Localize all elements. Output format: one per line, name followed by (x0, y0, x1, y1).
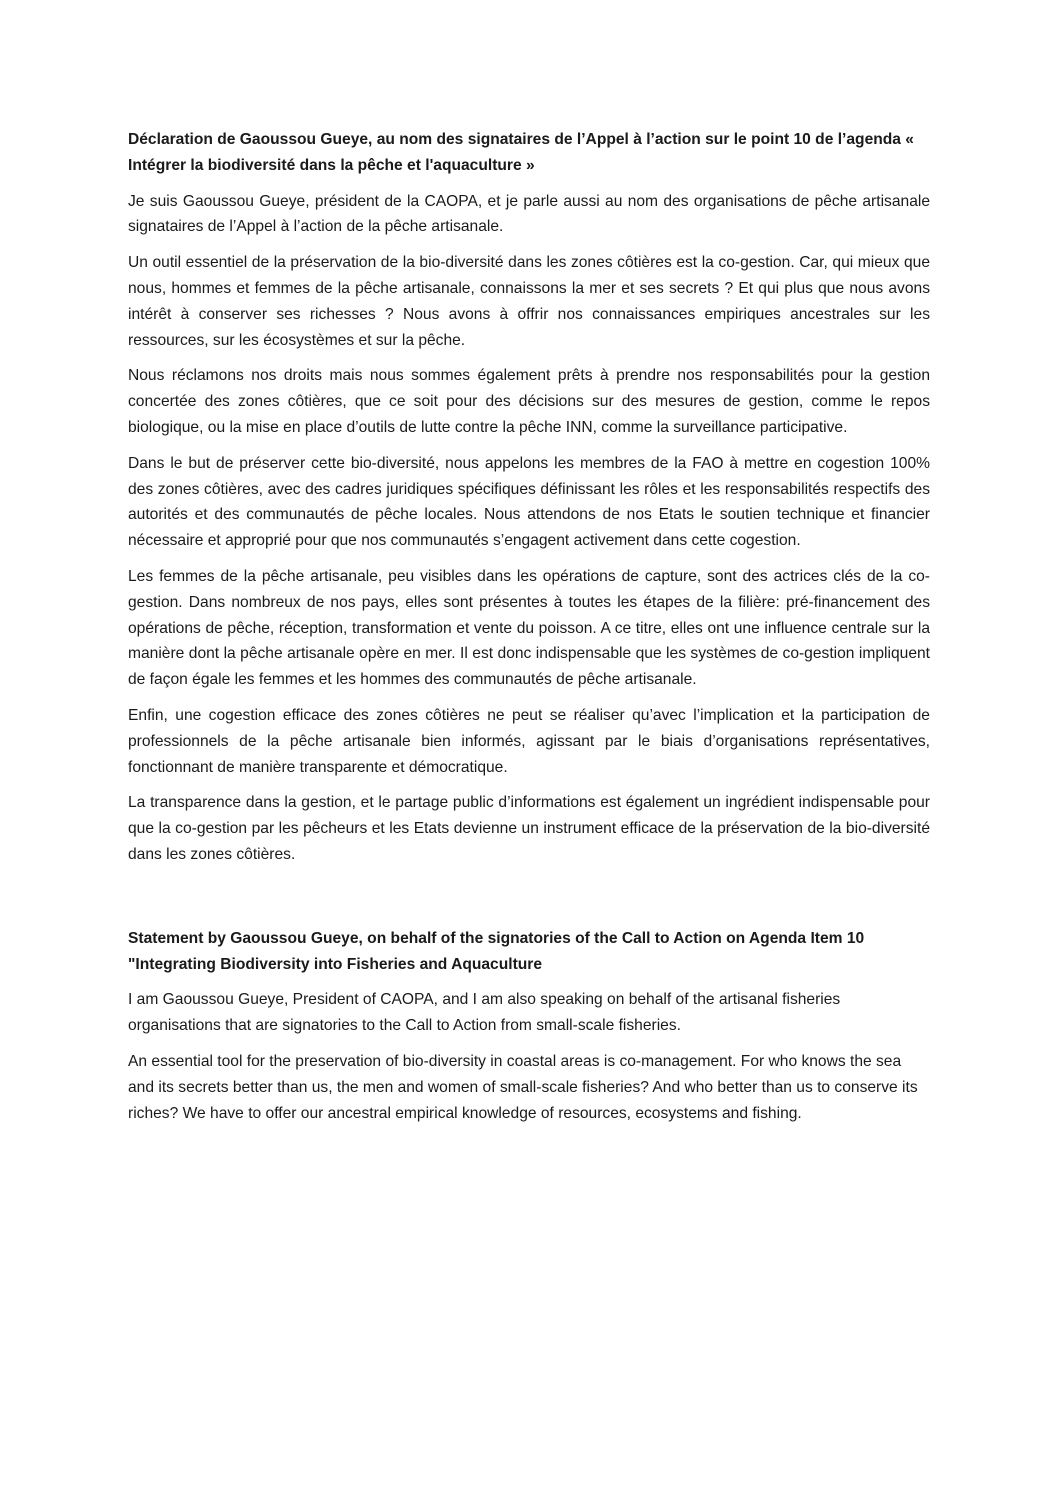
french-heading: Déclaration de Gaoussou Gueye, au nom des signataires de l’Appel à l’action sur le point 10 de l’agenda « Intégrer la biodiversité dans la pêche et l'aquaculture » (128, 131, 914, 174)
french-paragraph-4: Dans le but de préserver cette bio-diversité, nous appelons les membres de la FAO à mettre en cogestion 100% des zones côtières, avec des cadres juridiques spécifiques définissant les rôles et les responsabilités respectifs des autorités et des communautés de pêche locales. Nous attendons de nos Etats le soutien technique et financier nécessaire et approprié pour que nos communautés s’engagent activement dans cette cogestion. (128, 454, 930, 550)
english-heading: Statement by Gaoussou Gueye, on behalf of the signatories of the Call to Action on Agenda Item 10 "Integrating Biodiversity into Fisheries and Aquaculture (128, 929, 865, 973)
french-paragraph-3: Nous réclamons nos droits mais nous sommes également prêts à prendre nos responsabilités pour la gestion concertée des zones côtières, que ce soit pour des décisions sur des mesures de gestion, comme le repos biologique, ou la mise en place d’outils de lutte contre la pêche INN, comme la surveillance participative. (128, 367, 930, 436)
document-page (128, 127, 930, 1136)
french-paragraph-6: Enfin, une cogestion efficace des zones côtières ne peut se réaliser qu’avec l’implication et la participation de professionnels de la pêche artisanale bien informés, agissant par le biais d’organisations représentatives, fonctionnant de manière transparente et démocratique. (128, 706, 930, 776)
french-paragraph-1: Je suis Gaoussou Gueye, président de la CAOPA, et je parle aussi au nom des organisations de pêche artisanale signataires de l’Appel à l’action de la pêche artisanale. (128, 192, 930, 236)
french-paragraph-2: Un outil essentiel de la préservation de la bio-diversité dans les zones côtières est la co-gestion. Car, qui mieux que nous, hommes et femmes de la pêche artisanale, connaissons la mer et ses secrets ? Et qui plus que nous avons intérêt à conserver ses richesses ? Nous avons à offrir nos connaissances empiriques ancestrales sur les ressources, sur les écosystèmes et sur la pêche. (128, 254, 930, 349)
french-paragraph-7: La transparence dans la gestion, et le partage public d’informations est également un ingrédient indispensable pour que la co-gestion par les pêcheurs et les Etats devienne un instrument efficace de la préservation de la bio-diversité dans les zones côtières. (128, 794, 930, 863)
english-paragraph-2: An essential tool for the preservation of bio-diversity in coastal areas is co-management. For who knows the sea and its secrets better than us, the men and women of small-scale fisheries? And who better than us to conserve its riches? We have to offer our ancestral empirical knowledge of resources, ecosystems and fishing. (128, 1052, 918, 1122)
section-spacer (128, 878, 930, 926)
french-paragraph-5: Les femmes de la pêche artisanale, peu visibles dans les opérations de capture, sont des actrices clés de la co-gestion. Dans nombreux de nos pays, elles sont présentes à toutes les étapes de la filière: pré-financement des opérations de pêche, réception, transformation et vente du poisson. A ce titre, elles ont une influence centrale sur la manière dont la pêche artisanale opère en mer. Il est donc indispensable que les systèmes de co-gestion impliquent de façon égale les femmes et les hommes des communautés de pêche artisanale. (128, 567, 930, 689)
english-paragraph-1: I am Gaoussou Gueye, President of CAOPA, and I am also speaking on behalf of the artisanal fisheries organisations that are signatories to the Call to Action from small-scale fisheries. (128, 991, 841, 1035)
